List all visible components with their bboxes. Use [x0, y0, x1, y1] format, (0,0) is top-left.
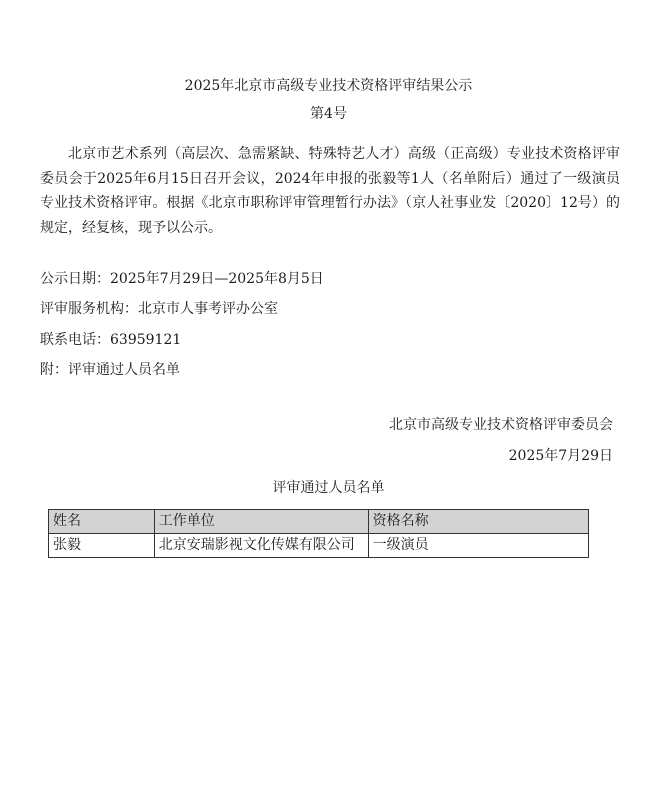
publicity-period: 公示日期：2025年7月29日—2025年8月5日	[40, 271, 324, 287]
header-name: 姓名	[49, 510, 155, 534]
attachment-note: 附：评审通过人员名单	[40, 362, 180, 378]
signature-date: 2025年7月29日	[508, 448, 613, 464]
signature-committee: 北京市高级专业技术资格评审委员会	[389, 417, 613, 433]
header-qualification: 资格名称	[368, 510, 588, 534]
contact-phone: 联系电话：63959121	[40, 332, 182, 348]
cell-employer: 北京安瑞影视文化传媒有限公司	[154, 534, 368, 558]
document-number: 第4号	[310, 106, 347, 122]
roster-table	[48, 509, 589, 558]
cell-name: 张毅	[49, 534, 155, 558]
service-organization: 评审服务机构：北京市人事考评办公室	[40, 301, 278, 317]
cell-qualification: 一级演员	[368, 534, 588, 558]
header-employer: 工作单位	[154, 510, 368, 534]
table-row	[49, 534, 589, 558]
roster-title: 评审通过人员名单	[272, 480, 385, 496]
roster-header-row	[49, 510, 589, 534]
body-paragraph: 北京市艺术系列（高层次、急需紧缺、特殊特艺人才）高级（正高级）专业技术资格评审委员会于2025年6月15日召开会议，2024年申报的张毅等1人（名单附后）通过了一级演员专业技术资格评审。根据《北京市职称评审管理暂行办法》（京人社事业发〔2020〕12号）的规定，经复核，现予以公示。	[40, 146, 620, 236]
document-title: 2025年北京市高级专业技术资格评审结果公示	[184, 78, 473, 94]
